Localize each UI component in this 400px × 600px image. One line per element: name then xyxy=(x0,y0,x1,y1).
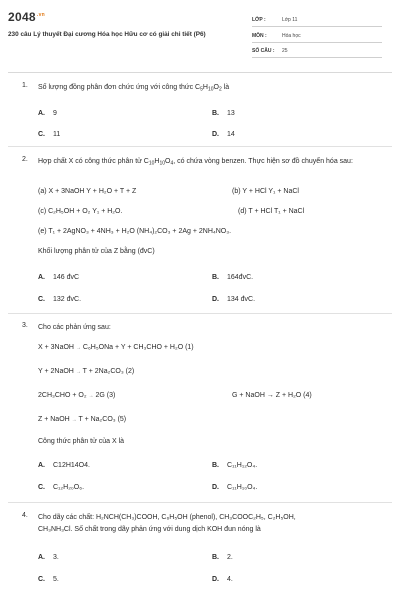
option-d[interactable]: D. 134 đvC. xyxy=(212,296,256,303)
question-ask: Công thức phân tử của X là xyxy=(38,438,125,445)
meta-question-count: SỐ CÂU : 25 xyxy=(252,45,382,58)
option-c[interactable]: C. C₁₂H₂₀O₆. xyxy=(38,484,85,491)
option-d[interactable]: D. C₁₁H₁₀O₄. xyxy=(212,484,258,491)
arrow-icon: → xyxy=(88,393,94,399)
page-title: 230 câu Lý thuyết Đại cương Hóa học Hữu cơ có giải chi tiết (P6) xyxy=(8,31,206,38)
option-c[interactable]: C. 11 xyxy=(38,131,61,138)
arrow-icon: → xyxy=(71,417,77,423)
meta-subject: MÔN : Hóa học xyxy=(252,30,382,43)
option-c[interactable]: C. 132 đvC. xyxy=(38,296,82,303)
divider xyxy=(8,313,392,314)
arrow-icon: → xyxy=(75,345,81,351)
option-b[interactable]: B. C₁₁H₁₂O₄. xyxy=(212,462,258,469)
option-c[interactable]: C. 5. xyxy=(38,576,59,583)
option-d[interactable]: D. 14 xyxy=(212,131,235,138)
option-b[interactable]: B. 164đvC. xyxy=(212,274,254,281)
reaction-2: Y + 2NaOH → T + 2Na₂CO₃ (2) xyxy=(38,368,135,375)
option-d[interactable]: D. 4. xyxy=(212,576,233,583)
header xyxy=(0,0,400,66)
reaction-5: Z + NaOH → T + Na₂CO₃ (5) xyxy=(38,416,127,423)
arrow-icon: → xyxy=(75,369,81,375)
reaction-e: (e) T₁ + 2AgNO₃ + 4NH₃ + H₂O (NH₄)₂CO₃ + 2Ag + 2NH₄NO₃. xyxy=(38,228,232,235)
option-a[interactable]: A. 3. xyxy=(38,554,59,561)
option-b[interactable]: B. 2. xyxy=(212,554,233,561)
question-stem: Cho dãy các chất: H₂NCH(CH₃)COOH, C₆H₅OH (phenol), CH₃COOC₂H₅, C₂H₅OH, CH₃NH₃Cl. Số chất trong dãy phản ứng với dung dịch KOH đun nóng là xyxy=(38,514,296,533)
meta-grade: LỚP : Lớp 11 xyxy=(252,14,382,27)
question-stem: Hợp chất X có công thức phân tử $C_{10}H_{10}O_4$, có chứa vòng benzen. Thực hiện sơ đồ chuyển hóa sau: xyxy=(38,158,353,167)
reaction-d: (d) T + HCl T₁ + NaCl xyxy=(238,208,305,215)
divider xyxy=(8,146,392,147)
option-a[interactable]: A. 9 xyxy=(38,110,57,117)
site-logo[interactable]: $2048^{.vn}$ xyxy=(8,10,46,24)
reaction-1: X + 3NaOH → C₆H₅ONa + Y + CH₃CHO + H₂O (1) xyxy=(38,344,194,351)
reaction-3: 2CH₃CHO + O₂ → 2G (3) xyxy=(38,392,116,399)
reaction-a: (a) X + 3NaOH Y + H₂O + T + Z xyxy=(38,188,137,195)
divider xyxy=(8,502,392,503)
reaction-b: (b) Y + HCl Y₁ + NaCl xyxy=(232,188,299,195)
question-stem: Số lượng đồng phân đơn chức ứng với công thức $C_5H_{10}O_2$ là xyxy=(38,84,230,93)
page: $2048^{.vn}$ 230 câu Lý thuyết Đại cương Hóa học Hữu cơ có giải chi tiết (P6) LỚP : Lớp 11 MÔN : Hóa học SỐ CÂU : 25 1. Số lượng đồng phân đơn chức ứng với công thức $C_5H_{10}O_2$ là A. 9 B. 13 C. 11 D. 14 2. Hợp chất X có công thức phân tử $C_{10}H_{10}O_4$, có chứa vòng benzen. Thực hiện sơ đồ chuyển hóa sau: (a) X + 3NaOH Y + H₂O + T + Z (b) Y + HCl Y₁ + NaCl (c) C₂H₅OH + O₂ Y₁ + H₂O. (d) T + HCl T₁ + NaCl (e) T₁ + 2AgNO₃ + 4NH₃ + H₂O (NH₄)₂CO₃ + 2Ag + 2NH₄NO₃. Khối lượng phân tử của Z bằng (đvC) A. 146 đvC B. 164đvC. C. 132 đvC. D. 134 đvC. 3. Cho các phản ứng sau: X + 3NaOH → C₆H₅ONa + Y + CH₃CHO + H₂O (1) Y + 2NaOH → T + 2Na₂CO₃ (2) 2CH₃CHO + O₂ → 2G (3) G + NaOH → Z + H₂O (4) Z + NaOH → T + Na₂CO₃ (5) Công thức phân tử của X là A. C12H14O4. B. C₁₁H₁₂O₄. C. C₁₂H₂₀O₆. D. C₁₁H₁₀O₄. 4. Cho dãy các chất: H₂NCH(CH₃)COOH, C₆H₅OH (phenol), CH₃COOC₂H₅, C₂H₅OH, CH₃NH₃Cl. Số chất trong dãy phản ứng với dung dịch KOH đun nóng là A. 3. B. 2. C. 5. D. 4. xyxy=(0,0,400,600)
option-a[interactable]: A. 146 đvC xyxy=(38,274,80,281)
question-stem: Cho các phản ứng sau: xyxy=(38,324,111,331)
question-ask: Khối lượng phân tử của Z bằng (đvC) xyxy=(38,248,155,255)
option-b[interactable]: B. 13 xyxy=(212,110,235,117)
reaction-c: (c) C₂H₅OH + O₂ Y₁ + H₂O. xyxy=(38,208,123,215)
reaction-4: G + NaOH → Z + H₂O (4) xyxy=(232,392,312,399)
header-divider xyxy=(8,72,392,73)
option-a[interactable]: A. C12H14O4. xyxy=(38,462,90,469)
